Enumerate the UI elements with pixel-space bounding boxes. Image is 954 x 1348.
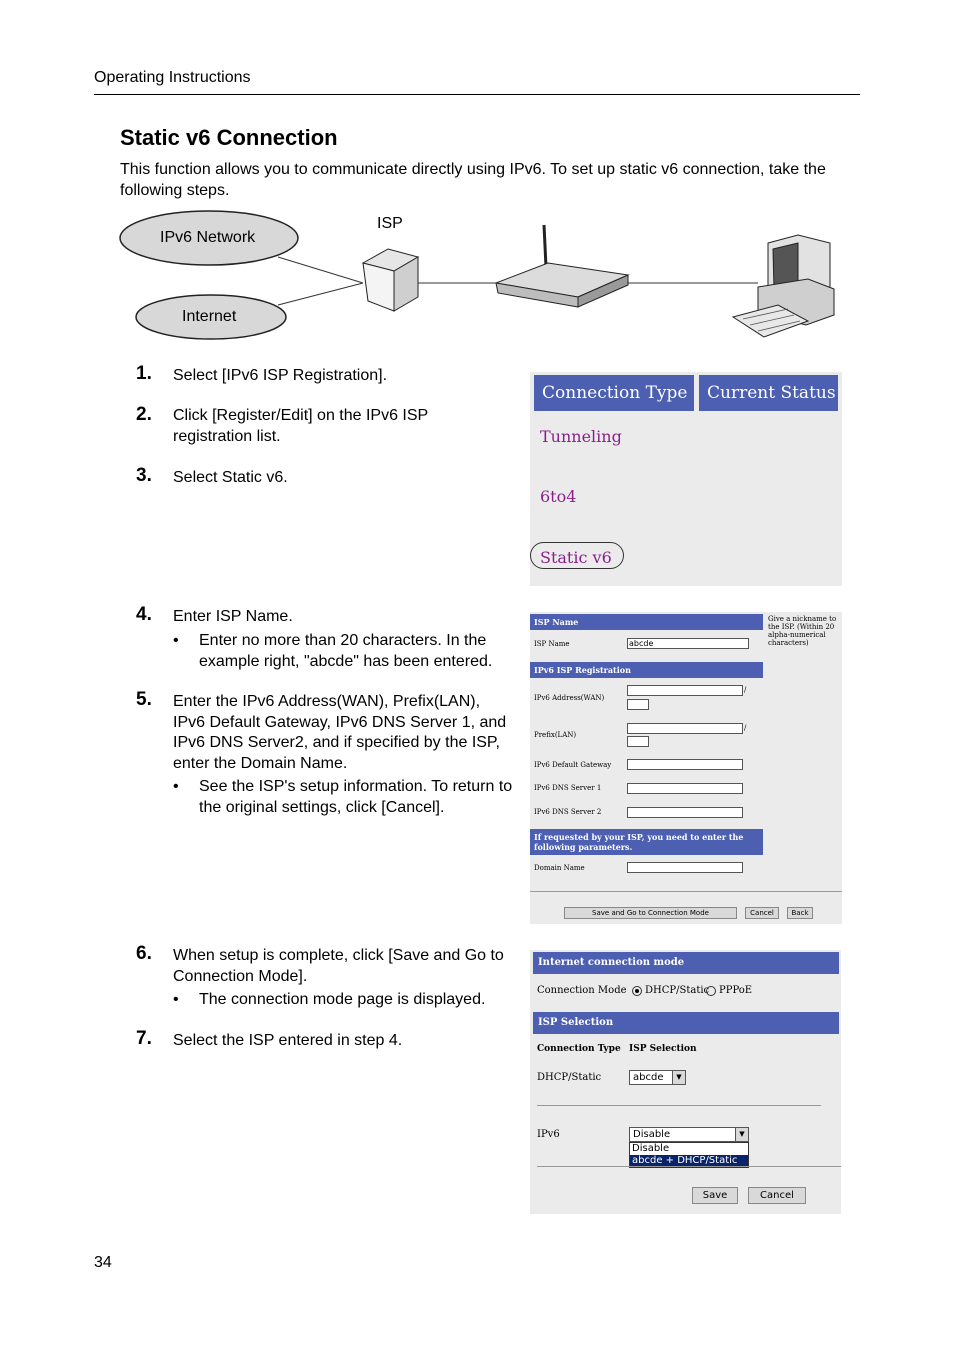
network-diagram <box>118 205 848 355</box>
prefix-lan-length-input[interactable] <box>627 736 649 747</box>
default-gateway-label: IPv6 Default Gateway <box>534 761 612 769</box>
dns-server-1-label: IPv6 DNS Server 1 <box>534 784 602 792</box>
dropdown-option-selected[interactable]: abcde + DHCP/Static <box>630 1155 748 1167</box>
intro-paragraph: This function allows you to communicate directly using IPv6. To set up static v6 connection, take the following steps. <box>120 161 826 199</box>
divider <box>537 1166 841 1167</box>
isp-selection-bar: ISP Selection <box>533 1012 839 1034</box>
step-text: Select the ISP entered in step 4. <box>173 1032 403 1049</box>
ipv6-address-label: IPv6 Address(WAN) <box>534 694 605 702</box>
tab-current-status[interactable]: Current Status <box>699 375 838 411</box>
dhcp-isp-select[interactable]: abcde ▼ <box>629 1070 686 1085</box>
isp-name-bar: ISP Name <box>530 614 763 630</box>
prefix-lan-input[interactable] <box>627 723 743 734</box>
dhcp-static-label: DHCP/Static <box>537 1072 602 1083</box>
isp-server-icon <box>363 249 418 311</box>
tab-connection-type[interactable]: Connection Type <box>534 375 694 411</box>
header-rule <box>94 94 860 95</box>
isp-name-input[interactable]: abcde <box>627 638 749 649</box>
cancel-button[interactable]: Cancel <box>745 907 779 919</box>
step-text: Click [Register/Edit] on the IPv6 ISP registration list. <box>173 407 428 445</box>
router-icon <box>496 225 628 307</box>
step-number: 4. <box>136 604 152 625</box>
isp-name-label: ISP Name <box>534 640 570 648</box>
step-text: When setup is complete, click [Save and Go to Connection Mode]. <box>173 947 504 985</box>
link-6to4[interactable]: 6to4 <box>540 487 577 506</box>
bullet-dot: • <box>173 778 179 795</box>
chevron-down-icon: ▼ <box>735 1128 748 1141</box>
step-text: Enter ISP Name. <box>173 608 293 625</box>
radio-dhcp-static[interactable]: DHCP/Static <box>632 985 709 996</box>
section-title: Static v6 Connection <box>120 125 338 150</box>
default-gateway-input[interactable] <box>627 759 743 770</box>
save-and-go-button[interactable]: Save and Go to Connection Mode <box>564 907 737 919</box>
running-header: Operating Instructions <box>94 69 251 86</box>
isp-name-hint: Give a nickname to the ISP. (Within 20 alpha-numerical characters) <box>768 615 837 647</box>
ipv6-isp-select[interactable]: Disable ▼ <box>629 1127 749 1142</box>
step-number: 6. <box>136 943 152 964</box>
bullet-text: The connection mode page is displayed. <box>199 991 486 1008</box>
radio-selected-icon <box>632 986 642 996</box>
divider <box>530 891 842 892</box>
step-number: 5. <box>136 689 152 710</box>
step-text: Select Static v6. <box>173 469 288 486</box>
highlight-oval <box>530 542 624 569</box>
ipv6-label: IPv6 <box>537 1129 560 1140</box>
slash-separator: / <box>744 724 747 732</box>
back-button[interactable]: Back <box>787 907 813 919</box>
isp-label: ISP <box>377 215 403 232</box>
column-isp-selection: ISP Selection <box>629 1044 697 1054</box>
cancel-button[interactable]: Cancel <box>748 1187 806 1204</box>
dns-server-2-label: IPv6 DNS Server 2 <box>534 808 602 816</box>
bullet-dot: • <box>173 632 179 649</box>
bullet-text: Enter no more than 20 characters. In the example right, "abcde" has been entered. <box>199 632 493 670</box>
save-button[interactable]: Save <box>692 1187 738 1204</box>
ipv6-address-prefix-length-input[interactable] <box>627 699 649 710</box>
dropdown-option[interactable]: Disable <box>632 1143 670 1154</box>
dns-server-1-input[interactable] <box>627 783 743 794</box>
bullet-text: See the ISP's setup information. To return to the original settings, click [Cancel]. <box>199 778 513 816</box>
ipv6-network-label: IPv6 Network <box>160 229 256 246</box>
divider <box>537 1105 821 1106</box>
dns-server-2-input[interactable] <box>627 807 743 818</box>
ipv6-dropdown-list <box>629 1142 749 1168</box>
step-number: 1. <box>136 363 152 384</box>
link-tunneling[interactable]: Tunneling <box>540 427 622 446</box>
connection-mode-label: Connection Mode <box>537 985 627 996</box>
domain-name-input[interactable] <box>627 862 743 873</box>
computer-icon <box>733 235 834 337</box>
step-number: 2. <box>136 404 152 425</box>
radio-pppoe[interactable]: PPPoE <box>706 985 752 996</box>
connection-mode-screenshot <box>530 950 841 1214</box>
internet-connection-mode-bar: Internet connection mode <box>533 952 839 974</box>
chevron-down-icon: ▼ <box>672 1071 685 1084</box>
radio-unselected-icon <box>706 986 716 996</box>
bullet-dot: • <box>173 991 179 1008</box>
slash-separator: / <box>744 686 747 694</box>
ipv6-isp-registration-bar: IPv6 ISP Registration <box>530 662 763 678</box>
ipv6-address-input[interactable] <box>627 685 743 696</box>
connection-type-screenshot <box>530 372 842 586</box>
isp-registration-screenshot <box>530 612 842 924</box>
step-number: 3. <box>136 465 152 486</box>
column-connection-type: Connection Type <box>537 1044 621 1054</box>
internet-label: Internet <box>182 308 237 325</box>
prefix-lan-label: Prefix(LAN) <box>534 731 577 739</box>
optional-parameters-bar: If requested by your ISP, you need to enter the following parameters. <box>530 829 763 855</box>
step-text: Enter the IPv6 Address(WAN), Prefix(LAN), IPv6 Default Gateway, IPv6 DNS Server 1, and IPv6 DNS Server2, and if specified by the ISP, enter the Domain Name. <box>173 693 507 772</box>
step-number: 7. <box>136 1028 152 1049</box>
step-text: Select [IPv6 ISP Registration]. <box>173 367 388 384</box>
link-static-v6[interactable]: Static v6 <box>540 548 612 567</box>
page-number: 34 <box>94 1254 112 1271</box>
domain-name-label: Domain Name <box>534 864 585 872</box>
